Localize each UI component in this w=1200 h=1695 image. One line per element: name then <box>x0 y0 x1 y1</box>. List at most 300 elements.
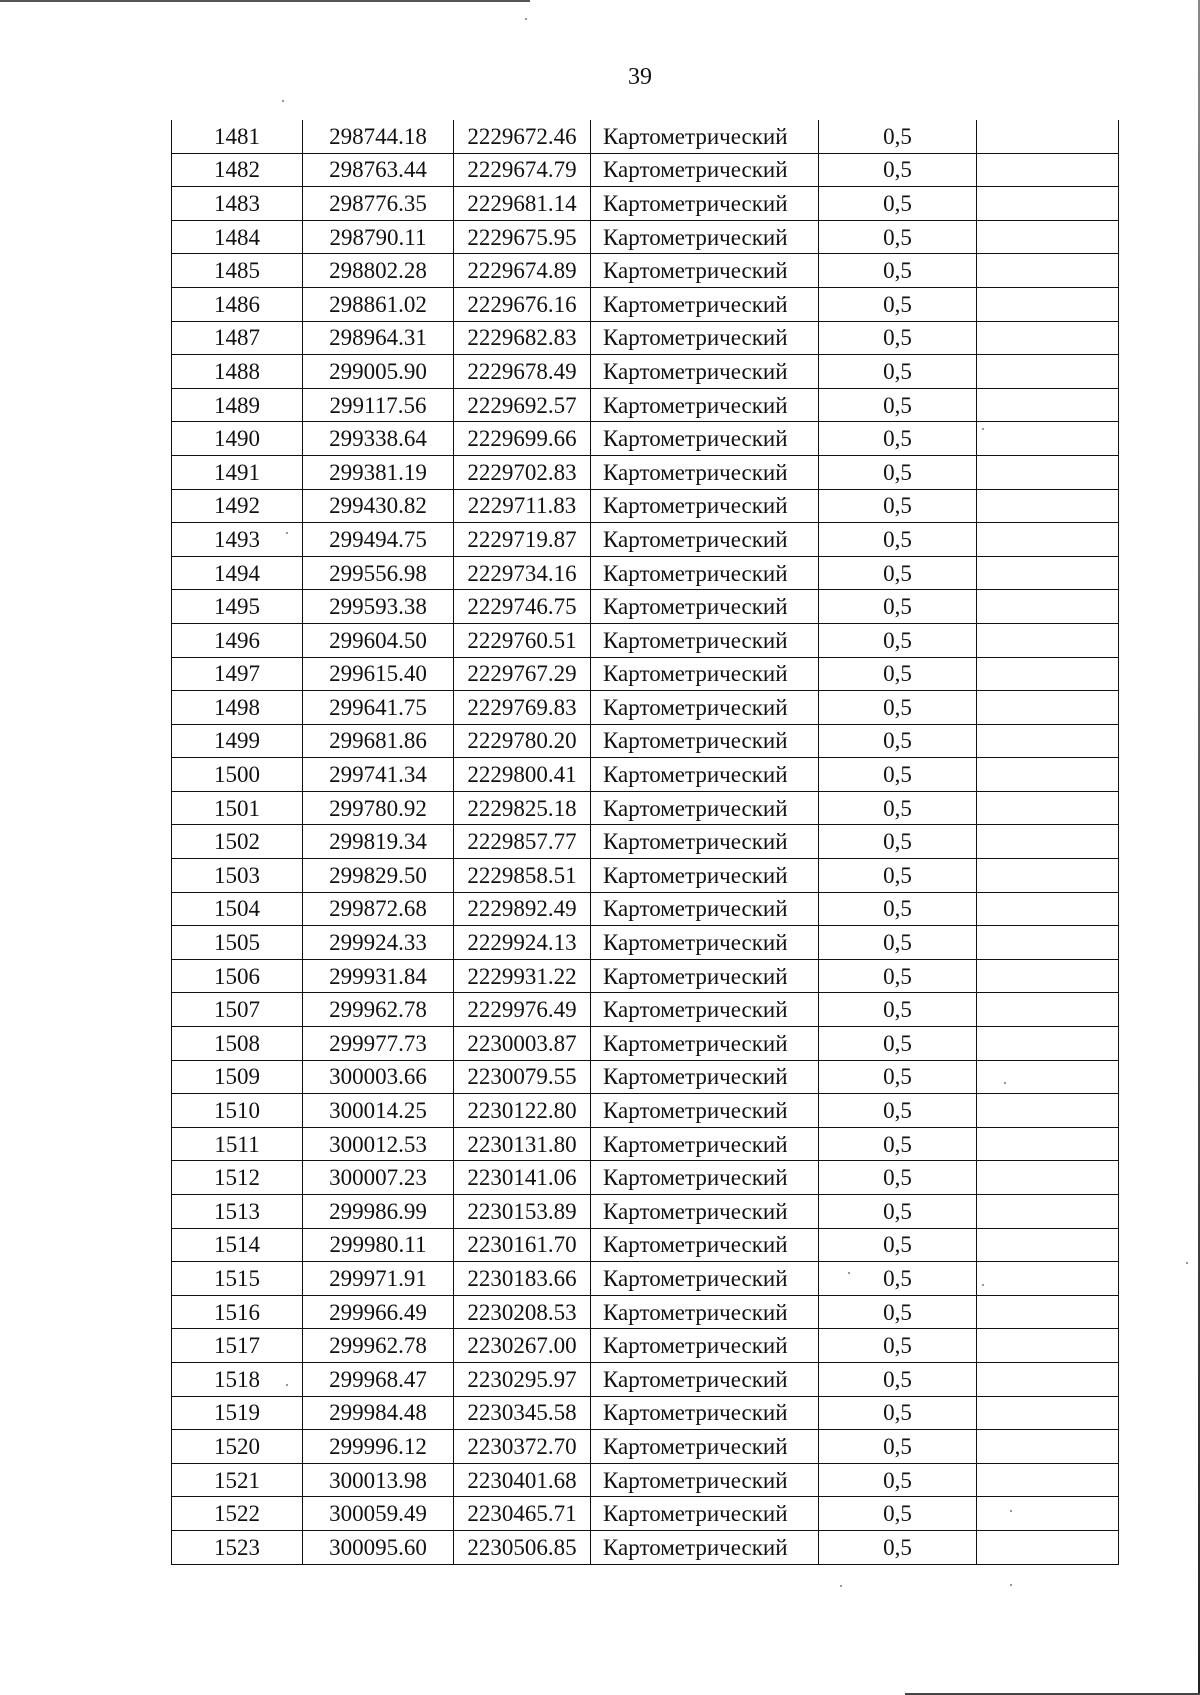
cell-accuracy: 0,5 <box>819 388 977 422</box>
cell-point-number: 1482 <box>172 153 303 187</box>
cell-point-number: 1518 <box>172 1362 303 1396</box>
cell-note <box>977 1295 1119 1329</box>
cell-coordinate-x: 299381.19 <box>303 455 454 489</box>
cell-method: Картометрический <box>591 1228 819 1262</box>
cell-note <box>977 1430 1119 1464</box>
cell-coordinate-x: 299604.50 <box>303 623 454 657</box>
cell-coordinate-y: 2230122.80 <box>454 1094 591 1128</box>
table-row <box>172 825 1119 859</box>
cell-note <box>977 623 1119 657</box>
cell-method: Картометрический <box>591 1094 819 1128</box>
cell-coordinate-y: 2229760.51 <box>454 623 591 657</box>
cell-point-number: 1485 <box>172 254 303 288</box>
cell-accuracy: 0,5 <box>819 1060 977 1094</box>
cell-point-number: 1497 <box>172 657 303 691</box>
cell-point-number: 1503 <box>172 859 303 893</box>
scan-speck <box>1010 1584 1012 1586</box>
cell-point-number: 1498 <box>172 691 303 725</box>
cell-coordinate-y: 2229769.83 <box>454 691 591 725</box>
table-row <box>172 657 1119 691</box>
cell-coordinate-x: 298964.31 <box>303 321 454 355</box>
cell-coordinate-x: 299924.33 <box>303 926 454 960</box>
cell-method: Картометрический <box>591 724 819 758</box>
cell-coordinate-x: 298790.11 <box>303 220 454 254</box>
cell-coordinate-y: 2229857.77 <box>454 825 591 859</box>
cell-point-number: 1520 <box>172 1430 303 1464</box>
cell-method: Картометрический <box>591 388 819 422</box>
cell-method: Картометрический <box>591 1362 819 1396</box>
table-row <box>172 691 1119 725</box>
cell-point-number: 1516 <box>172 1295 303 1329</box>
cell-point-number: 1502 <box>172 825 303 859</box>
cell-coordinate-x: 299117.56 <box>303 388 454 422</box>
table-row <box>172 758 1119 792</box>
cell-point-number: 1523 <box>172 1530 303 1564</box>
cell-coordinate-y: 2229674.79 <box>454 153 591 187</box>
cell-coordinate-x: 299968.47 <box>303 1362 454 1396</box>
cell-method: Картометрический <box>591 926 819 960</box>
cell-accuracy: 0,5 <box>819 1463 977 1497</box>
cell-coordinate-y: 2229711.83 <box>454 489 591 523</box>
cell-method: Картометрический <box>591 1430 819 1464</box>
cell-accuracy: 0,5 <box>819 691 977 725</box>
cell-accuracy: 0,5 <box>819 455 977 489</box>
cell-method: Картометрический <box>591 153 819 187</box>
cell-coordinate-y: 2229976.49 <box>454 993 591 1027</box>
cell-note <box>977 657 1119 691</box>
cell-coordinate-y: 2230141.06 <box>454 1161 591 1195</box>
cell-accuracy: 0,5 <box>819 1262 977 1296</box>
cell-method: Картометрический <box>591 120 819 153</box>
cell-note <box>977 1161 1119 1195</box>
table-row <box>172 523 1119 557</box>
cell-accuracy: 0,5 <box>819 926 977 960</box>
cell-coordinate-x: 299962.78 <box>303 993 454 1027</box>
table-row <box>172 1497 1119 1531</box>
cell-accuracy: 0,5 <box>819 254 977 288</box>
cell-method: Картометрический <box>591 825 819 859</box>
cell-point-number: 1511 <box>172 1127 303 1161</box>
table-row <box>172 791 1119 825</box>
table-row <box>172 1161 1119 1195</box>
cell-coordinate-x: 298744.18 <box>303 120 454 153</box>
cell-note <box>977 892 1119 926</box>
cell-accuracy: 0,5 <box>819 1295 977 1329</box>
table-row <box>172 388 1119 422</box>
scan-speck <box>282 100 284 102</box>
cell-method: Картометрический <box>591 556 819 590</box>
scan-speck <box>525 18 527 20</box>
table-row <box>172 355 1119 389</box>
cell-accuracy: 0,5 <box>819 1094 977 1128</box>
cell-accuracy: 0,5 <box>819 791 977 825</box>
cell-coordinate-y: 2229734.16 <box>454 556 591 590</box>
cell-coordinate-y: 2230372.70 <box>454 1430 591 1464</box>
cell-coordinate-y: 2230506.85 <box>454 1530 591 1564</box>
scan-speck <box>982 428 984 430</box>
cell-note <box>977 254 1119 288</box>
cell-coordinate-y: 2229672.46 <box>454 120 591 153</box>
table-row <box>172 187 1119 221</box>
cell-note <box>977 1094 1119 1128</box>
scan-speck <box>1004 1082 1006 1084</box>
cell-method: Картометрический <box>591 1530 819 1564</box>
cell-point-number: 1505 <box>172 926 303 960</box>
table-row <box>172 1430 1119 1464</box>
cell-coordinate-x: 299430.82 <box>303 489 454 523</box>
cell-method: Картометрический <box>591 355 819 389</box>
cell-note <box>977 1329 1119 1363</box>
cell-method: Картометрический <box>591 422 819 456</box>
cell-coordinate-y: 2229931.22 <box>454 959 591 993</box>
cell-coordinate-y: 2230401.68 <box>454 1463 591 1497</box>
cell-accuracy: 0,5 <box>819 1228 977 1262</box>
cell-method: Картометрический <box>591 187 819 221</box>
cell-method: Картометрический <box>591 1295 819 1329</box>
cell-method: Картометрический <box>591 1127 819 1161</box>
cell-accuracy: 0,5 <box>819 187 977 221</box>
cell-coordinate-y: 2229692.57 <box>454 388 591 422</box>
cell-coordinate-x: 299593.38 <box>303 590 454 624</box>
cell-coordinate-x: 298763.44 <box>303 153 454 187</box>
cell-point-number: 1510 <box>172 1094 303 1128</box>
cell-note <box>977 1396 1119 1430</box>
cell-coordinate-x: 299641.75 <box>303 691 454 725</box>
cell-accuracy: 0,5 <box>819 590 977 624</box>
cell-point-number: 1515 <box>172 1262 303 1296</box>
cell-method: Картометрический <box>591 1262 819 1296</box>
cell-accuracy: 0,5 <box>819 758 977 792</box>
cell-coordinate-x: 299996.12 <box>303 1430 454 1464</box>
cell-accuracy: 0,5 <box>819 1396 977 1430</box>
cell-point-number: 1496 <box>172 623 303 657</box>
table-row <box>172 1396 1119 1430</box>
cell-coordinate-x: 300014.25 <box>303 1094 454 1128</box>
cell-coordinate-x: 299872.68 <box>303 892 454 926</box>
cell-note <box>977 825 1119 859</box>
cell-note <box>977 120 1119 153</box>
cell-accuracy: 0,5 <box>819 321 977 355</box>
cell-coordinate-y: 2229825.18 <box>454 791 591 825</box>
cell-note <box>977 287 1119 321</box>
cell-accuracy: 0,5 <box>819 1497 977 1531</box>
cell-note <box>977 388 1119 422</box>
cell-coordinate-y: 2230161.70 <box>454 1228 591 1262</box>
cell-accuracy: 0,5 <box>819 287 977 321</box>
cell-coordinate-y: 2230295.97 <box>454 1362 591 1396</box>
cell-accuracy: 0,5 <box>819 1161 977 1195</box>
cell-note <box>977 1060 1119 1094</box>
cell-coordinate-x: 299931.84 <box>303 959 454 993</box>
scan-speck <box>848 1272 850 1274</box>
cell-coordinate-x: 300095.60 <box>303 1530 454 1564</box>
cell-method: Картометрический <box>591 287 819 321</box>
cell-point-number: 1509 <box>172 1060 303 1094</box>
cell-accuracy: 0,5 <box>819 1362 977 1396</box>
scan-speck <box>982 1284 984 1286</box>
table-row <box>172 1530 1119 1564</box>
table-row <box>172 1195 1119 1229</box>
table-row <box>172 859 1119 893</box>
cell-method: Картометрический <box>591 590 819 624</box>
cell-note <box>977 926 1119 960</box>
cell-accuracy: 0,5 <box>819 724 977 758</box>
cell-note <box>977 355 1119 389</box>
cell-accuracy: 0,5 <box>819 623 977 657</box>
cell-coordinate-y: 2229702.83 <box>454 455 591 489</box>
table-row <box>172 1060 1119 1094</box>
cell-method: Картометрический <box>591 1497 819 1531</box>
cell-point-number: 1486 <box>172 287 303 321</box>
cell-coordinate-y: 2229678.49 <box>454 355 591 389</box>
table-row <box>172 926 1119 960</box>
cell-method: Картометрический <box>591 1396 819 1430</box>
cell-coordinate-x: 299971.91 <box>303 1262 454 1296</box>
cell-coordinate-x: 299741.34 <box>303 758 454 792</box>
cell-note <box>977 455 1119 489</box>
cell-coordinate-x: 299829.50 <box>303 859 454 893</box>
cell-note <box>977 1027 1119 1061</box>
cell-point-number: 1483 <box>172 187 303 221</box>
table-row <box>172 590 1119 624</box>
cell-method: Картометрический <box>591 1027 819 1061</box>
cell-point-number: 1513 <box>172 1195 303 1229</box>
table-row <box>172 1228 1119 1262</box>
cell-method: Картометрический <box>591 993 819 1027</box>
cell-note <box>977 187 1119 221</box>
cell-accuracy: 0,5 <box>819 153 977 187</box>
cell-note <box>977 1362 1119 1396</box>
cell-coordinate-x: 299819.34 <box>303 825 454 859</box>
cell-point-number: 1507 <box>172 993 303 1027</box>
cell-coordinate-x: 299977.73 <box>303 1027 454 1061</box>
scan-edge-top <box>0 0 530 2</box>
cell-note <box>977 220 1119 254</box>
cell-note <box>977 859 1119 893</box>
table-row <box>172 254 1119 288</box>
cell-accuracy: 0,5 <box>819 959 977 993</box>
cell-coordinate-y: 2229892.49 <box>454 892 591 926</box>
cell-point-number: 1500 <box>172 758 303 792</box>
cell-coordinate-y: 2229681.14 <box>454 187 591 221</box>
table-row <box>172 1329 1119 1363</box>
cell-coordinate-y: 2229676.16 <box>454 287 591 321</box>
cell-accuracy: 0,5 <box>819 1127 977 1161</box>
cell-point-number: 1499 <box>172 724 303 758</box>
cell-note <box>977 1463 1119 1497</box>
cell-point-number: 1522 <box>172 1497 303 1531</box>
table-row <box>172 489 1119 523</box>
cell-coordinate-x: 300012.53 <box>303 1127 454 1161</box>
cell-method: Картометрический <box>591 959 819 993</box>
cell-note <box>977 1228 1119 1262</box>
cell-note <box>977 153 1119 187</box>
table-row <box>172 287 1119 321</box>
cell-accuracy: 0,5 <box>819 1530 977 1564</box>
cell-point-number: 1508 <box>172 1027 303 1061</box>
coordinates-table <box>171 120 1119 1565</box>
cell-note <box>977 993 1119 1027</box>
cell-accuracy: 0,5 <box>819 1027 977 1061</box>
table-row <box>172 455 1119 489</box>
cell-point-number: 1514 <box>172 1228 303 1262</box>
cell-point-number: 1487 <box>172 321 303 355</box>
scan-speck <box>840 1585 842 1587</box>
cell-coordinate-x: 299005.90 <box>303 355 454 389</box>
table-row <box>172 1295 1119 1329</box>
cell-accuracy: 0,5 <box>819 1195 977 1229</box>
cell-point-number: 1504 <box>172 892 303 926</box>
cell-accuracy: 0,5 <box>819 355 977 389</box>
cell-point-number: 1517 <box>172 1329 303 1363</box>
cell-coordinate-x: 298802.28 <box>303 254 454 288</box>
cell-note <box>977 1195 1119 1229</box>
cell-accuracy: 0,5 <box>819 657 977 691</box>
cell-point-number: 1489 <box>172 388 303 422</box>
cell-note <box>977 1530 1119 1564</box>
cell-coordinate-x: 299780.92 <box>303 791 454 825</box>
cell-method: Картометрический <box>591 254 819 288</box>
cell-coordinate-y: 2229682.83 <box>454 321 591 355</box>
cell-accuracy: 0,5 <box>819 993 977 1027</box>
cell-coordinate-y: 2229674.89 <box>454 254 591 288</box>
cell-point-number: 1495 <box>172 590 303 624</box>
cell-method: Картометрический <box>591 1060 819 1094</box>
cell-point-number: 1488 <box>172 355 303 389</box>
cell-method: Картометрический <box>591 859 819 893</box>
cell-note <box>977 1262 1119 1296</box>
table-row <box>172 1362 1119 1396</box>
cell-note <box>977 1127 1119 1161</box>
cell-note <box>977 523 1119 557</box>
table-row <box>172 220 1119 254</box>
cell-coordinate-x: 299986.99 <box>303 1195 454 1229</box>
cell-method: Картометрический <box>591 1195 819 1229</box>
cell-method: Картометрический <box>591 489 819 523</box>
cell-coordinate-x: 299962.78 <box>303 1329 454 1363</box>
cell-point-number: 1491 <box>172 455 303 489</box>
table-row <box>172 959 1119 993</box>
table-row <box>172 1094 1119 1128</box>
cell-accuracy: 0,5 <box>819 556 977 590</box>
cell-method: Картометрический <box>591 1463 819 1497</box>
cell-coordinate-y: 2229924.13 <box>454 926 591 960</box>
table-row <box>172 422 1119 456</box>
table-row <box>172 1027 1119 1061</box>
cell-point-number: 1490 <box>172 422 303 456</box>
cell-coordinate-x: 300059.49 <box>303 1497 454 1531</box>
cell-coordinate-y: 2229746.75 <box>454 590 591 624</box>
page-number <box>0 64 1200 91</box>
table-row <box>172 120 1119 153</box>
cell-method: Картометрический <box>591 758 819 792</box>
cell-method: Картометрический <box>591 657 819 691</box>
cell-coordinate-x: 299615.40 <box>303 657 454 691</box>
cell-point-number: 1492 <box>172 489 303 523</box>
cell-method: Картометрический <box>591 623 819 657</box>
cell-note <box>977 724 1119 758</box>
cell-coordinate-x: 299984.48 <box>303 1396 454 1430</box>
scan-speck <box>1186 1262 1188 1264</box>
cell-method: Картометрический <box>591 892 819 926</box>
cell-coordinate-y: 2230345.58 <box>454 1396 591 1430</box>
scan-speck <box>286 532 288 534</box>
page-number-text: 39 <box>628 64 652 90</box>
cell-coordinate-y: 2229699.66 <box>454 422 591 456</box>
cell-coordinate-x: 299681.86 <box>303 724 454 758</box>
cell-accuracy: 0,5 <box>819 892 977 926</box>
cell-coordinate-x: 299980.11 <box>303 1228 454 1262</box>
cell-coordinate-x: 299556.98 <box>303 556 454 590</box>
cell-note <box>977 758 1119 792</box>
cell-point-number: 1512 <box>172 1161 303 1195</box>
cell-coordinate-y: 2229800.41 <box>454 758 591 792</box>
cell-note <box>977 321 1119 355</box>
cell-note <box>977 959 1119 993</box>
cell-point-number: 1481 <box>172 120 303 153</box>
cell-point-number: 1501 <box>172 791 303 825</box>
cell-accuracy: 0,5 <box>819 120 977 153</box>
cell-note <box>977 489 1119 523</box>
cell-point-number: 1493 <box>172 523 303 557</box>
cell-accuracy: 0,5 <box>819 1329 977 1363</box>
table-body <box>172 120 1119 1564</box>
cell-coordinate-x: 300007.23 <box>303 1161 454 1195</box>
cell-coordinate-y: 2230465.71 <box>454 1497 591 1531</box>
cell-coordinate-x: 298776.35 <box>303 187 454 221</box>
cell-method: Картометрический <box>591 691 819 725</box>
cell-method: Картометрический <box>591 791 819 825</box>
cell-method: Картометрический <box>591 455 819 489</box>
table-row <box>172 623 1119 657</box>
cell-note <box>977 556 1119 590</box>
table-row <box>172 153 1119 187</box>
scan-speck <box>286 1384 288 1386</box>
cell-coordinate-y: 2230267.00 <box>454 1329 591 1363</box>
scan-speck <box>1010 1510 1012 1512</box>
cell-note <box>977 1497 1119 1531</box>
cell-method: Картометрический <box>591 523 819 557</box>
cell-accuracy: 0,5 <box>819 489 977 523</box>
cell-coordinate-y: 2230208.53 <box>454 1295 591 1329</box>
cell-point-number: 1521 <box>172 1463 303 1497</box>
cell-accuracy: 0,5 <box>819 220 977 254</box>
cell-coordinate-y: 2230003.87 <box>454 1027 591 1061</box>
coordinates-table-container <box>171 120 1118 1565</box>
cell-note <box>977 590 1119 624</box>
cell-coordinate-y: 2229858.51 <box>454 859 591 893</box>
cell-coordinate-y: 2229767.29 <box>454 657 591 691</box>
cell-coordinate-y: 2230153.89 <box>454 1195 591 1229</box>
table-row <box>172 892 1119 926</box>
cell-point-number: 1494 <box>172 556 303 590</box>
table-row <box>172 321 1119 355</box>
cell-coordinate-x: 298861.02 <box>303 287 454 321</box>
cell-method: Картометрический <box>591 1329 819 1363</box>
cell-coordinate-x: 299338.64 <box>303 422 454 456</box>
cell-coordinate-y: 2229780.20 <box>454 724 591 758</box>
cell-coordinate-y: 2230131.80 <box>454 1127 591 1161</box>
cell-coordinate-y: 2230079.55 <box>454 1060 591 1094</box>
cell-point-number: 1506 <box>172 959 303 993</box>
cell-method: Картометрический <box>591 1161 819 1195</box>
cell-note <box>977 691 1119 725</box>
cell-accuracy: 0,5 <box>819 523 977 557</box>
table-row <box>172 1262 1119 1296</box>
table-row <box>172 1127 1119 1161</box>
table-row <box>172 1463 1119 1497</box>
cell-note <box>977 791 1119 825</box>
